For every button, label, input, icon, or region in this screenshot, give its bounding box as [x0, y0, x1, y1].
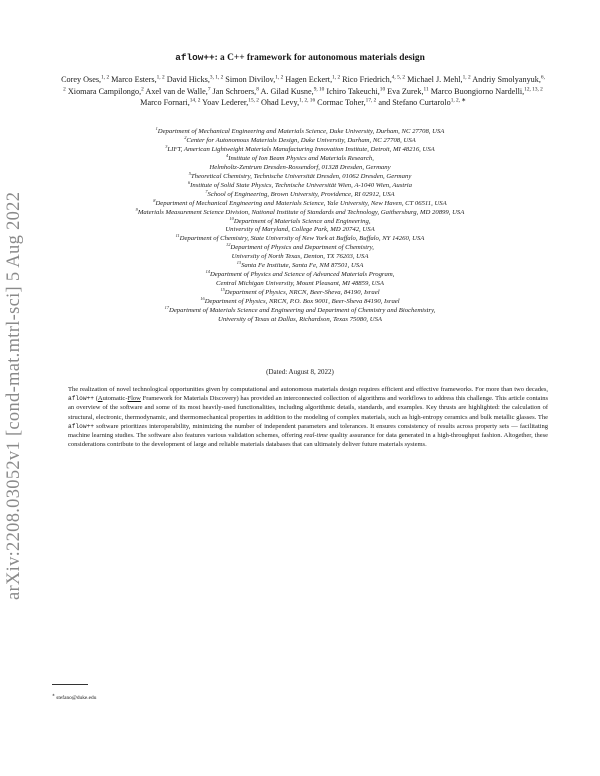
title-code: aflow++ [175, 52, 215, 63]
author-affil-sup: 1, 2, ∗ [450, 97, 466, 104]
abstract-text: ( [94, 395, 98, 403]
author-affil-sup: 1, 2 [332, 74, 341, 81]
author-name: Xiomara Campilongo, [67, 86, 142, 96]
author [317, 98, 376, 107]
affiliation-list [40, 125, 560, 325]
author-affil-sup: 7 [207, 85, 211, 92]
abstract-text: utomatic- [102, 395, 128, 403]
affiliation-number: 12 [226, 242, 231, 248]
author-affil-sup: 6, 2 [63, 74, 545, 92]
author-name: Marco Fornari, [140, 98, 190, 107]
affiliation [40, 164, 560, 173]
author [225, 75, 283, 84]
affiliation [40, 244, 560, 253]
author [61, 75, 109, 84]
affiliation [40, 152, 560, 164]
author-name: Ohad Levy, [261, 98, 300, 107]
affiliation [40, 280, 560, 289]
affiliation-text: Department of Physics, NRCN, P.O. Box 9001, Beer-Sheva 84190, Israel [204, 298, 400, 306]
author [145, 87, 210, 96]
affiliation-text: Central Michigan University, Mount Pleasant, MI 48859, USA [216, 280, 384, 288]
author-name: Corey Oses, [61, 75, 102, 84]
paper-title [0, 52, 600, 63]
affiliation-number: 5 [188, 170, 191, 176]
author-affil-sup: 8 [256, 85, 259, 92]
author-name: Jan Schroers, [212, 86, 257, 96]
affiliation-text: LIFT, American Lightweight Materials Manufacturing Innovation Institute, Detroit, MI 48216, USA [167, 145, 435, 153]
abstract [68, 385, 548, 449]
affiliation [40, 215, 560, 227]
abstract-code: aflow++ [68, 422, 94, 430]
affiliation-text: Department of Mechanical Engineering and Materials Science, Yale University, New Haven, CT 06511, USA [155, 199, 447, 207]
author-name: David Hicks, [166, 75, 210, 84]
author [202, 98, 259, 107]
author-name: Axel van de Walle, [145, 86, 208, 96]
abstract-text: Framework for Materials Discovery) has provided an interconnected collection of algorithms and workflows to address this challenge. This article contains an overview of the software and some of its most heavily-used functionalities, including algorithmic details, standards, and examples. Key thrusts are highlighted: the calculation of structural, electronic, thermodynamic, and thermomechanical properties in addition to the modeling of complex materials, such as high-entropy ceramics and bulk metallic glasses. The [68, 395, 548, 421]
affiliation-text: Institute of Ion Beam Physics and Materials Research, [228, 154, 374, 162]
affiliation-number: 6 [187, 179, 191, 185]
author [68, 87, 144, 96]
affiliation-text: University of North Texas, Denton, TX 76203, USA [231, 253, 369, 261]
abstract-text: The realization of novel technological opportunities given by computational and autonomous materials design requires efficient and effective frameworks. For more than two decades, [68, 386, 548, 393]
author-affil-sup: 1, 2 [156, 74, 165, 81]
affiliation [40, 295, 560, 307]
affiliation-number: 15 [220, 286, 225, 292]
author-name: Marco Buongiorno Nardelli, [430, 86, 525, 96]
author [261, 98, 315, 107]
affiliation-number: 4 [226, 152, 229, 158]
author-affil-sup: 1, 2 [462, 74, 471, 81]
footnote [52, 695, 96, 701]
author [387, 87, 429, 96]
author [431, 87, 543, 96]
author-name: Simon Divilov, [225, 75, 276, 84]
affiliation-number: 14 [205, 269, 210, 275]
affiliation-text: Santa Fe Institute, Santa Fe, NM 87501, USA [241, 262, 364, 270]
author-affil-sup: 11 [423, 85, 429, 92]
affiliation-text: Theoretical Chemistry, Technische Universität Dresden, 01062 Dresden, Germany [190, 172, 412, 180]
affiliation [40, 125, 560, 137]
affiliation-text: Center for Autonomous Materials Design, Duke University, Durham, NC 27708, USA [186, 136, 416, 144]
affiliation-number: 8 [153, 197, 156, 203]
author-affil-sup: 12, 13, 2 [524, 85, 543, 92]
author-name: Cormac Toher, [317, 98, 366, 107]
abstract-italic: real-time [304, 432, 328, 440]
affiliation-text: Department of Physics, NRCN, Beer-Sheva, 84190, Israel [224, 289, 380, 297]
date-line: (Dated: August 8, 2022) [266, 368, 334, 376]
author-name: Ichiro Takeuchi, [326, 86, 380, 96]
affiliation-text: Department of Mechanical Engineering and Materials Science, Duke University, Durham, NC 27708, USA [157, 128, 445, 135]
affiliation [40, 271, 560, 280]
affiliation [40, 143, 560, 155]
author [378, 98, 465, 107]
footnote-mark: ∗ [52, 693, 55, 698]
author [285, 75, 340, 84]
author-name: A. Gilad Kusne, [260, 86, 314, 96]
author-name: Hagen Eckert, [285, 75, 333, 84]
footnote-rule [52, 684, 88, 685]
affiliation-text: Department of Physics and Department of Chemistry, [230, 244, 374, 252]
author [111, 75, 164, 84]
author [140, 98, 200, 107]
author-list [60, 74, 546, 109]
author-affil-sup: 10 [379, 85, 386, 92]
author-affil-sup: 2 [141, 85, 144, 92]
author-name: Andriy Smolyanyuk, [472, 75, 541, 84]
abstract-underline: Flow [127, 395, 141, 403]
affiliation-number: 17 [164, 304, 169, 310]
author-name: and Stefano Curtarolo [378, 98, 451, 107]
affiliation-number: 16 [200, 295, 205, 301]
title-text: : a C++ framework for autonomous materials design [214, 53, 425, 63]
affiliation [40, 286, 560, 298]
author-name: Rico Friedrich, [342, 75, 392, 84]
author-affil-sup: 1, 2 [101, 74, 110, 81]
affiliation-number: 9 [135, 206, 138, 212]
author-affil-sup: 9, 10 [313, 85, 325, 92]
affiliation-number: 3 [165, 143, 168, 149]
affiliation-number: 11 [175, 233, 180, 239]
author [213, 87, 259, 96]
affiliation [40, 304, 560, 316]
footnote-email[interactable]: stefano@duke.edu [56, 695, 97, 701]
affiliation [40, 262, 560, 271]
arxiv-stamp: arXiv:2208.03052v1 [cond-mat.mtrl-sci] 5 Aug 2022 [4, 191, 24, 600]
affiliation-text: Helmholtz-Zentrum Dresden-Rossendorf, 01328 Dresden, Germany [209, 163, 391, 171]
author-name: Eva Zurek, [387, 86, 424, 96]
author-affil-sup: 14, 2 [189, 97, 201, 104]
author-affil-sup: 1, 2 [275, 74, 284, 81]
affiliation-text: School of Engineering, Brown University, Providence, RI 02912, USA [207, 190, 395, 198]
author [260, 87, 324, 96]
affiliation-text: University of Texas at Dallas, Richardson, Texas 75080, USA [217, 316, 383, 324]
affiliation-text: Department of Materials Science and Engineering and Department of Chemistry and Biochemistry, [169, 307, 436, 315]
author-affil-sup: 1, 2, 16 [299, 97, 316, 104]
author [407, 75, 470, 84]
affiliation-text: Department of Chemistry, State University of New York at Buffalo, Buffalo, NY 14260, USA [179, 235, 425, 243]
author-name: Marco Esters, [111, 75, 157, 84]
abstract-text: software prioritizes interoperability, minimizing the number of independent parameters and tolerances. It ensures consistency of results across property sets — facilitating machine learning studies. The software also features various validation schemes, offering [68, 422, 548, 440]
affiliation-text: Institute of Solid State Physics, Technische Universität Wien, A-1040 Wien, Austria [190, 181, 412, 189]
affiliation [40, 134, 560, 146]
abstract-code: aflow++ [68, 395, 94, 403]
author [167, 75, 224, 84]
author-affil-sup: 4, 5, 2 [391, 74, 406, 81]
author [342, 75, 405, 84]
affiliation-number: 7 [205, 188, 208, 194]
affiliation-number: 13 [236, 260, 242, 266]
abstract-underline: A [97, 395, 103, 403]
affiliation-text: Department of Physics and Science of Advanced Materials Program, [209, 271, 395, 279]
affiliation-number: 2 [184, 134, 187, 140]
author-affil-sup: 3, 1, 2 [209, 74, 224, 81]
author-affil-sup: 17, 2 [365, 97, 377, 104]
affiliation-number: 1 [155, 125, 158, 131]
affiliation-text: Materials Measurement Science Division, National Institute of Standards and Technology, Gaithersburg, MD 20899, USA [137, 208, 465, 216]
author-name: Yoav Lederer, [202, 98, 249, 107]
author-affil-sup: 15, 2 [248, 97, 259, 104]
affiliation-number: 10 [229, 215, 234, 221]
affiliation-text: Department of Materials Science and Engineering, [233, 217, 371, 225]
author-name: Michael J. Mehl, [407, 75, 463, 84]
abstract-text: quality assurance for data generated in a high-throughput fashion. Altogether, these considerations contribute to the development of large and reliable materials databases that can ultimately deliver future materials systems. [68, 432, 548, 449]
affiliation-text: University of Maryland, College Park, MD 20742, USA [225, 226, 375, 234]
affiliation [40, 316, 560, 325]
author [326, 87, 385, 96]
affiliation [40, 253, 560, 262]
